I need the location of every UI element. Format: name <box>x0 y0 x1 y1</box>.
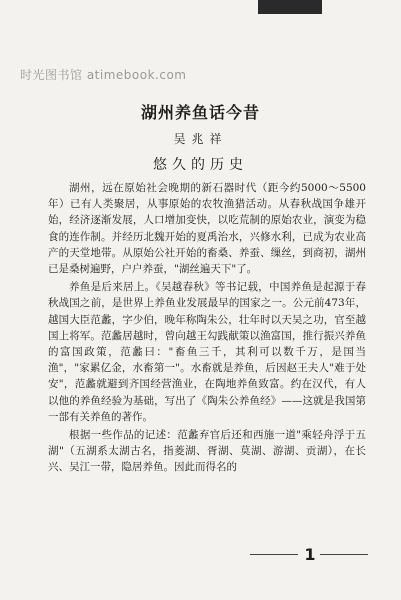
paragraph: 养鱼是后来居上。《吴越春秋》等书记载，中国养鱼是起源于春秋战国之前，是世界上养鱼业发展最早的国家之一。公元前473年，越国大臣范蠡，字少伯，晚年称陶朱公，壮年时以天吴之功，官至越国上将军。范蠡居越时，曾向越王勾践献策以渔富国，推行振兴养鱼的富国政策，范蠡曰："畜鱼三千，其利可以数千万，是国当渔"，"家累亿金，水畜第一"。水畜就是养鱼，后因赵王夫人"难于处安"，范蠡就避到齐国经营渔业，在陶地养鱼致富。约在汉代，有人以他的养鱼经验为基础，写出了《陶朱公养鱼经》——这就是我国第一部有关养鱼的著作。 <box>48 281 366 423</box>
footer-rule-left <box>250 554 298 555</box>
page-number: 1 <box>304 545 316 564</box>
footer-rule-right <box>320 554 368 555</box>
paragraph: 湖州，远在原始社会晚期的新石器时代（距今约5000～5500年）已有人类聚居，从事原始的农牧渔猎活动。从春秋战国争雄开始，经济逐渐发展，人口增加变快，以吃荒制的原始农业，演变为稳食的连作制。并经历北魏开始的夏禹治水，兴修水利，已成为农业高产的天堂地带。从原始公社开始的畜桑、养蚕、缫丝，到商初，湖州已是桑树遍野，户户养蚕，"湖丝遍天下"了。 <box>48 182 366 276</box>
article-body <box>48 180 366 476</box>
watermark: 时光图书馆 atimebook.com <box>20 68 187 82</box>
paragraph: 根据一些作品的记述：范蠡弃官后还和西施一道"乘轻舟浮于五湖"（五湖系太湖古名，指菱湖、胥湖、莫湖、游湖、贡湖），在长兴、吴江一带，隐居养鱼。因此而得名的 <box>48 429 366 474</box>
scan-artifact-mark <box>258 0 322 14</box>
article-title: 湖州养鱼话今昔 <box>140 103 260 122</box>
section-title: 悠久的历史 <box>153 157 248 173</box>
page-footer <box>0 545 401 565</box>
author-name: 吴兆祥 <box>173 132 228 146</box>
